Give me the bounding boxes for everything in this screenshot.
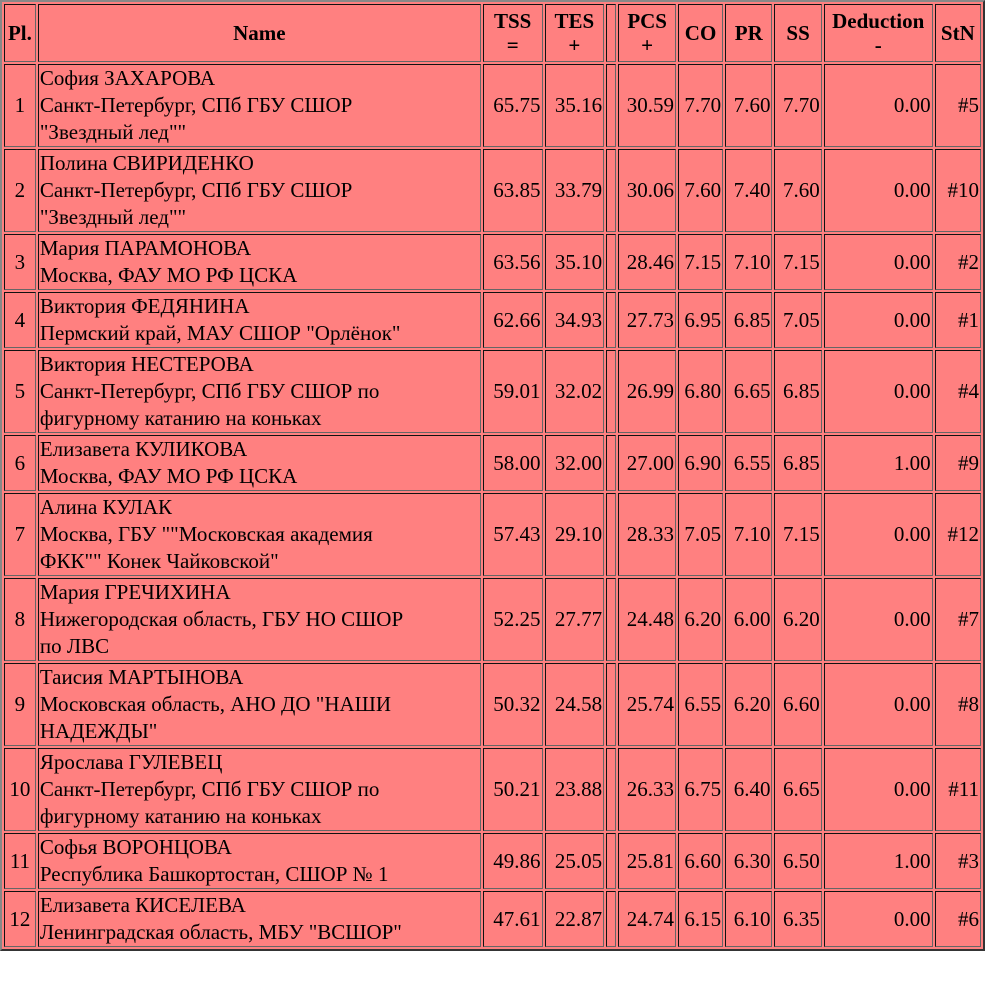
col-header-name [38, 4, 481, 62]
tes-cell: 32.02 [545, 350, 605, 433]
club-line: Москва, ГБУ ""Московская академия [39, 522, 373, 546]
tes-cell: 29.10 [545, 493, 605, 576]
col-header-pcs [618, 4, 676, 62]
tss-cell: 57.43 [483, 493, 543, 576]
co-cell: 6.95 [678, 292, 723, 348]
table-row [4, 891, 981, 947]
name-cell [38, 350, 481, 433]
skater-name: Мария ПАРАМОНОВА [39, 236, 252, 260]
deduction-cell: 0.00 [824, 493, 933, 576]
club-lines [40, 320, 479, 347]
club-line: Республика Башкортостан, СШОР № 1 [39, 862, 389, 886]
col-header-tes-operator: + [568, 33, 581, 57]
pr-cell: 7.10 [725, 234, 772, 290]
co-cell: 6.20 [678, 578, 723, 661]
co-cell: 6.60 [678, 833, 723, 889]
pr-cell: 6.65 [725, 350, 772, 433]
col-header-co [678, 4, 723, 62]
club-line: Московская область, АНО ДО "НАШИ [39, 692, 391, 716]
stn-cell: #9 [935, 435, 981, 491]
co-cell: 6.90 [678, 435, 723, 491]
spacer-cell [606, 350, 616, 433]
place-cell: 12 [4, 891, 36, 947]
club-lines [40, 606, 479, 660]
skater-name: Виктория НЕСТЕРОВА [39, 352, 254, 376]
co-cell: 6.15 [678, 891, 723, 947]
place-cell: 9 [4, 663, 36, 746]
tes-cell: 35.16 [545, 64, 605, 147]
tss-cell: 49.86 [483, 833, 543, 889]
stn-cell: #12 [935, 493, 981, 576]
col-header-ss [774, 4, 821, 62]
col-header-place [4, 4, 36, 62]
pr-cell: 7.60 [725, 64, 772, 147]
spacer-cell [606, 149, 616, 232]
pcs-cell: 27.00 [618, 435, 676, 491]
name-cell [38, 578, 481, 661]
pcs-cell: 24.48 [618, 578, 676, 661]
table-row [4, 663, 981, 746]
pcs-cell: 24.74 [618, 891, 676, 947]
col-header-deduction-label: Deduction [832, 9, 925, 33]
pr-cell: 6.55 [725, 435, 772, 491]
pcs-cell: 26.33 [618, 748, 676, 831]
deduction-cell: 0.00 [824, 663, 933, 746]
tes-cell: 34.93 [545, 292, 605, 348]
club-line: фигурному катанию на коньках [39, 804, 322, 828]
pr-cell: 6.20 [725, 663, 772, 746]
club-line: Пермский край, МАУ СШОР "Орлёнок" [39, 321, 401, 345]
place-cell: 2 [4, 149, 36, 232]
col-header-co-label: CO [684, 21, 717, 45]
pcs-cell: 25.74 [618, 663, 676, 746]
pr-cell: 7.40 [725, 149, 772, 232]
spacer-cell [606, 234, 616, 290]
club-lines [40, 861, 479, 888]
tss-cell: 59.01 [483, 350, 543, 433]
deduction-cell: 0.00 [824, 748, 933, 831]
col-header-tss-operator: = [506, 33, 519, 57]
results-body [4, 64, 981, 947]
deduction-cell: 0.00 [824, 578, 933, 661]
tes-cell: 35.10 [545, 234, 605, 290]
table-row [4, 748, 981, 831]
club-line: "Звездный лед"" [39, 205, 187, 229]
stn-cell: #3 [935, 833, 981, 889]
ss-cell: 6.85 [774, 350, 821, 433]
club-line: Ленинградская область, МБУ "ВСШОР" [39, 920, 402, 944]
stn-cell: #11 [935, 748, 981, 831]
name-cell [38, 149, 481, 232]
place-cell: 1 [4, 64, 36, 147]
pr-cell: 7.10 [725, 493, 772, 576]
skater-name: Полина СВИРИДЕНКО [39, 151, 254, 175]
table-row [4, 833, 981, 889]
col-header-place-label: Pl. [7, 21, 32, 45]
place-cell: 5 [4, 350, 36, 433]
club-lines [40, 919, 479, 946]
tss-cell: 63.56 [483, 234, 543, 290]
col-header-stn-label: StN [940, 21, 975, 45]
ss-cell: 6.35 [774, 891, 821, 947]
tes-cell: 22.87 [545, 891, 605, 947]
col-header-tss-label: TSS [494, 9, 532, 33]
pr-cell: 6.85 [725, 292, 772, 348]
club-line: Москва, ФАУ МО РФ ЦСКА [39, 263, 298, 287]
name-cell [38, 292, 481, 348]
pr-cell: 6.00 [725, 578, 772, 661]
name-cell [38, 64, 481, 147]
club-lines [40, 262, 479, 289]
stn-cell: #2 [935, 234, 981, 290]
deduction-cell: 0.00 [824, 149, 933, 232]
tss-cell: 65.75 [483, 64, 543, 147]
ss-cell: 7.15 [774, 234, 821, 290]
pr-cell: 6.10 [725, 891, 772, 947]
club-lines [40, 521, 479, 575]
header-row [4, 4, 981, 62]
tes-cell: 25.05 [545, 833, 605, 889]
spacer-cell [606, 833, 616, 889]
ss-cell: 6.85 [774, 435, 821, 491]
table-row [4, 435, 981, 491]
name-cell [38, 833, 481, 889]
stn-cell: #4 [935, 350, 981, 433]
col-header-name-label: Name [233, 21, 286, 45]
name-cell [38, 663, 481, 746]
co-cell: 7.05 [678, 493, 723, 576]
col-header-pr [725, 4, 772, 62]
skater-name: София ЗАХАРОВА [39, 66, 216, 90]
club-line: Санкт-Петербург, СПб ГБУ СШОР [39, 178, 353, 202]
place-cell: 3 [4, 234, 36, 290]
ss-cell: 7.60 [774, 149, 821, 232]
club-line: НАДЕЖДЫ" [39, 719, 158, 743]
ss-cell: 6.50 [774, 833, 821, 889]
place-cell: 7 [4, 493, 36, 576]
stn-cell: #8 [935, 663, 981, 746]
spacer-cell [606, 493, 616, 576]
ss-cell: 6.60 [774, 663, 821, 746]
club-lines [40, 691, 479, 745]
club-lines [40, 463, 479, 490]
deduction-cell: 0.00 [824, 292, 933, 348]
tes-cell: 33.79 [545, 149, 605, 232]
name-cell [38, 234, 481, 290]
col-header-pcs-label: PCS [627, 9, 667, 33]
deduction-cell: 1.00 [824, 833, 933, 889]
pr-cell: 6.40 [725, 748, 772, 831]
spacer-header-cell [606, 4, 616, 62]
table-row [4, 64, 981, 147]
name-cell [38, 891, 481, 947]
ss-cell: 6.20 [774, 578, 821, 661]
spacer-cell [606, 64, 616, 147]
tss-cell: 63.85 [483, 149, 543, 232]
co-cell: 7.60 [678, 149, 723, 232]
club-lines [40, 378, 479, 432]
tss-cell: 50.32 [483, 663, 543, 746]
tss-cell: 47.61 [483, 891, 543, 947]
place-cell: 4 [4, 292, 36, 348]
name-cell [38, 748, 481, 831]
skater-name: Ярослава ГУЛЕВЕЦ [39, 750, 223, 774]
deduction-cell: 0.00 [824, 891, 933, 947]
pcs-cell: 30.06 [618, 149, 676, 232]
deduction-cell: 0.00 [824, 234, 933, 290]
col-header-ss-label: SS [786, 21, 810, 45]
skater-name: Алина КУЛАК [39, 495, 173, 519]
tss-cell: 62.66 [483, 292, 543, 348]
ss-cell: 7.15 [774, 493, 821, 576]
col-header-pcs-operator: + [641, 33, 654, 57]
place-cell: 11 [4, 833, 36, 889]
deduction-cell: 0.00 [824, 350, 933, 433]
stn-cell: #6 [935, 891, 981, 947]
tes-cell: 23.88 [545, 748, 605, 831]
skater-name: Виктория ФЕДЯНИНА [39, 294, 250, 318]
club-line: фигурному катанию на коньках [39, 406, 322, 430]
table-row [4, 234, 981, 290]
co-cell: 7.70 [678, 64, 723, 147]
co-cell: 6.75 [678, 748, 723, 831]
col-header-pr-label: PR [734, 21, 763, 45]
skater-name: Софья ВОРОНЦОВА [39, 835, 232, 859]
club-lines [40, 92, 479, 146]
pr-cell: 6.30 [725, 833, 772, 889]
club-line: ФКК"" Конек Чайковской" [39, 549, 279, 573]
club-line: Санкт-Петербург, СПб ГБУ СШОР по [39, 379, 380, 403]
skater-name: Таисия МАРТЫНОВА [39, 665, 244, 689]
spacer-cell [606, 663, 616, 746]
pcs-cell: 26.99 [618, 350, 676, 433]
place-cell: 10 [4, 748, 36, 831]
co-cell: 6.55 [678, 663, 723, 746]
skater-name: Елизавета КУЛИКОВА [39, 437, 248, 461]
stn-cell: #10 [935, 149, 981, 232]
pcs-cell: 28.33 [618, 493, 676, 576]
tes-cell: 24.58 [545, 663, 605, 746]
stn-cell: #7 [935, 578, 981, 661]
ss-cell: 7.05 [774, 292, 821, 348]
co-cell: 6.80 [678, 350, 723, 433]
stn-cell: #1 [935, 292, 981, 348]
pcs-cell: 28.46 [618, 234, 676, 290]
club-lines [40, 776, 479, 830]
col-header-stn [935, 4, 981, 62]
table-row [4, 350, 981, 433]
tss-cell: 52.25 [483, 578, 543, 661]
place-cell: 8 [4, 578, 36, 661]
name-cell [38, 435, 481, 491]
tes-cell: 32.00 [545, 435, 605, 491]
table-row [4, 149, 981, 232]
col-header-deduction-operator: - [874, 33, 882, 57]
stn-cell: #5 [935, 64, 981, 147]
club-line: по ЛВС [39, 634, 110, 658]
ss-cell: 7.70 [774, 64, 821, 147]
club-line: Москва, ФАУ МО РФ ЦСКА [39, 464, 298, 488]
club-line: "Звездный лед"" [39, 120, 187, 144]
place-cell: 6 [4, 435, 36, 491]
col-header-tes-label: TES [554, 9, 595, 33]
club-line: Санкт-Петербург, СПб ГБУ СШОР [39, 93, 353, 117]
col-header-deduction [824, 4, 933, 62]
deduction-cell: 0.00 [824, 64, 933, 147]
pcs-cell: 27.73 [618, 292, 676, 348]
tss-cell: 50.21 [483, 748, 543, 831]
deduction-cell: 1.00 [824, 435, 933, 491]
co-cell: 7.15 [678, 234, 723, 290]
club-line: Санкт-Петербург, СПб ГБУ СШОР по [39, 777, 380, 801]
col-header-tss [483, 4, 543, 62]
tes-cell: 27.77 [545, 578, 605, 661]
spacer-cell [606, 292, 616, 348]
spacer-cell [606, 435, 616, 491]
tss-cell: 58.00 [483, 435, 543, 491]
skater-name: Елизавета КИСЕЛЕВА [39, 893, 246, 917]
table-row [4, 578, 981, 661]
club-line: Нижегородская область, ГБУ НО СШОР [39, 607, 404, 631]
spacer-cell [606, 748, 616, 831]
club-lines [40, 177, 479, 231]
pcs-cell: 30.59 [618, 64, 676, 147]
skater-name: Мария ГРЕЧИХИНА [39, 580, 231, 604]
pcs-cell: 25.81 [618, 833, 676, 889]
spacer-cell [606, 578, 616, 661]
table-row [4, 292, 981, 348]
name-cell [38, 493, 481, 576]
table-row [4, 493, 981, 576]
spacer-cell [606, 891, 616, 947]
ss-cell: 6.65 [774, 748, 821, 831]
col-header-tes [545, 4, 605, 62]
